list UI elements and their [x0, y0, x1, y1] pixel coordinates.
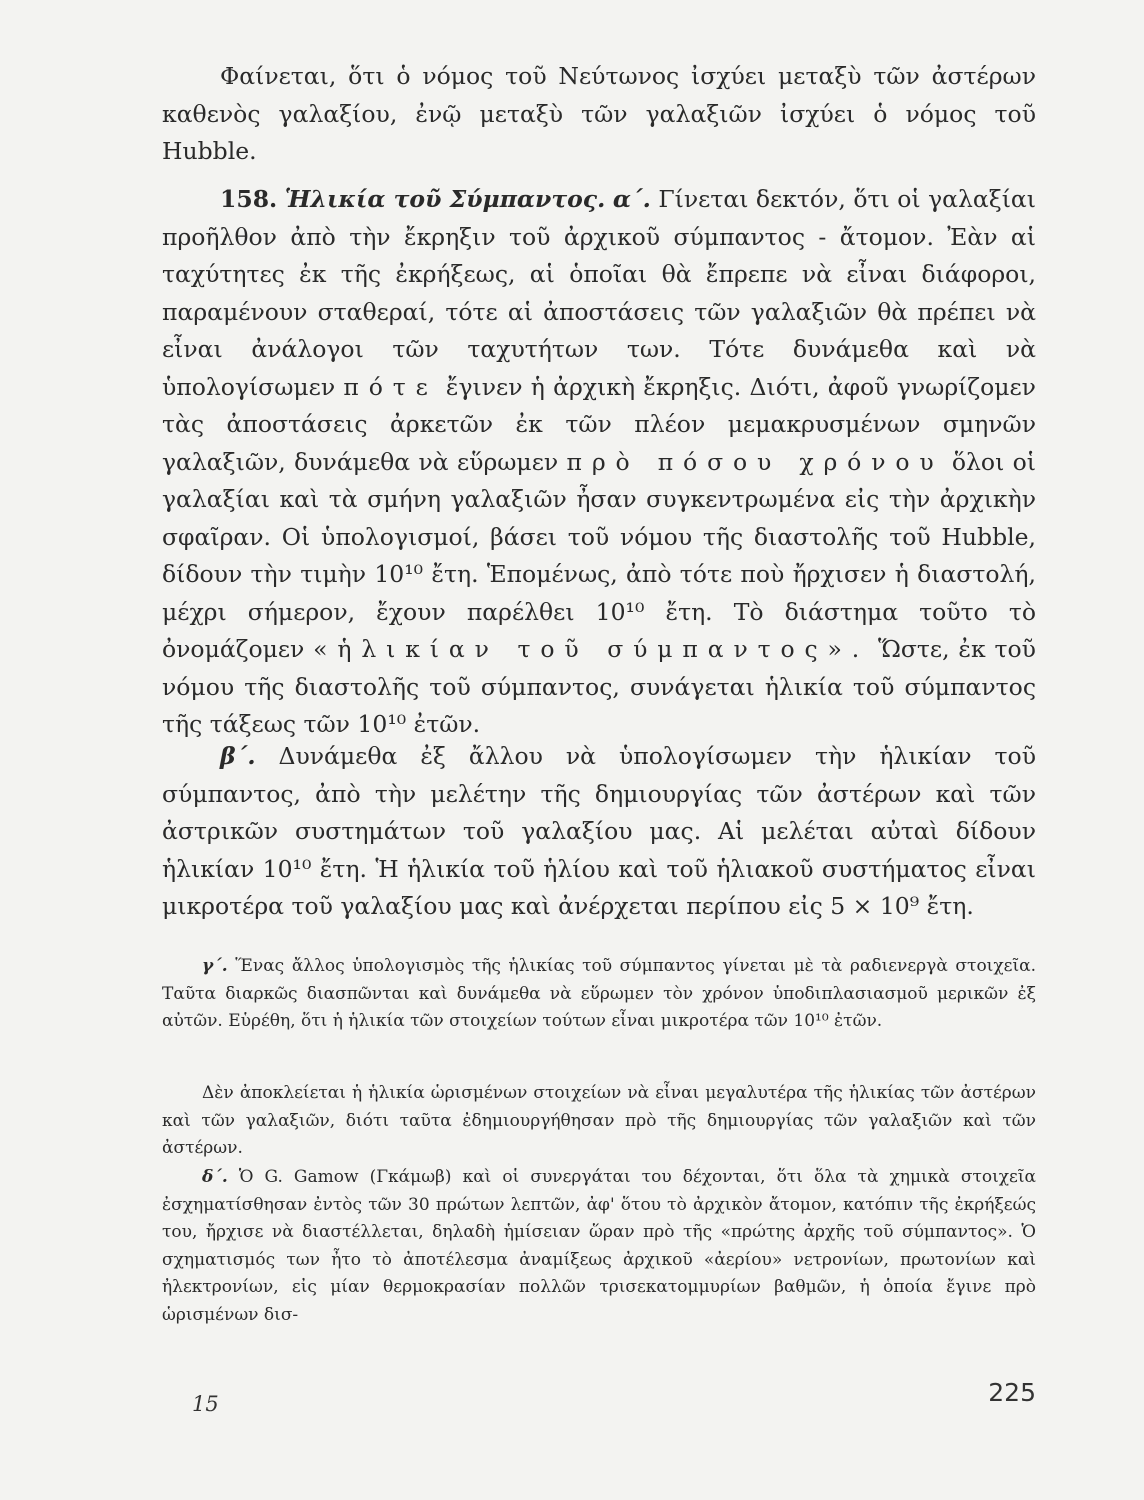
paragraph-delta: [162, 1164, 1036, 1330]
paragraph-gamma: [162, 953, 1036, 1036]
page-number: 225: [988, 1378, 1036, 1407]
subsection-letter-alpha: α΄.: [612, 185, 651, 213]
signature-mark: 15: [192, 1392, 219, 1416]
paragraph-elements-age: Δὲν ἀποκλείεται ἡ ἡλικία ὡρισμένων στοιχείων νὰ εἶναι μεγαλυτέρα τῆς ἡλικίας τῶν ἀστέρων καὶ τῶν γαλαξιῶν, διότι ταῦτα ἐδημιουργήθησαν πρὸ τῆς δημιουργίας τῶν γαλαξιῶν καὶ τῶν ἀστέρων.: [162, 1083, 1036, 1159]
paragraph-section-158: [162, 181, 1036, 744]
section-number: 158.: [220, 185, 278, 213]
subsection-letter-gamma: γ΄.: [202, 956, 228, 976]
subsection-letter-delta: δ΄.: [202, 1167, 228, 1187]
spaced-emphasis: πρὸ πόσου χρόνου: [566, 447, 944, 476]
spaced-emphasis: «ἡλικίαν τοῦ σύμπαντος».: [313, 635, 870, 663]
paragraph-text: Δυνάμεθα ἐξ ἄλλου νὰ ὑπολογίσωμεν τὴν ἡλικίαν τοῦ σύμπαντος, ἀπὸ τὴν μελέτην τῆς δημιουργίας τῶν ἀστέρων καὶ τῶν ἀστρικῶν συστημάτων τοῦ γαλαξίου μας. Αἱ μελέται αὐταὶ δίδουν ἡλικίαν 10¹⁰ ἔτη. Ἡ ἡλικία τοῦ ἡλίου καὶ τοῦ ἡλιακοῦ συστήματος εἶναι μικροτέρα τοῦ γαλαξίου μας καὶ ἀνέρχεται περίπου εἰς 5 × 10⁹ ἔτη.: [162, 742, 1036, 920]
spaced-emphasis: πότε: [343, 372, 438, 401]
paragraph-text: Ἕνας ἄλλος ὑπολογισμὸς τῆς ἡλικίας τοῦ σύμπαντος γίνεται μὲ τὰ ραδιενεργὰ στοιχεῖα. Ταῦτα διαρκῶς διασπῶνται καὶ δυνάμεθα νὰ εὕρωμεν τὸν χρόνον ὑποδιπλασιασμοῦ μερικῶν ἐξ αὐτῶν. Εὑρέθη, ὅτι ἡ ἡλικία τῶν στοιχείων τούτων εἶναι μικροτέρα τῶν 10¹⁰ ἐτῶν.: [162, 956, 1037, 1032]
paragraph-text: Ὥστε, ἐκ τοῦ νόμου τῆς διαστολῆς τοῦ σύμπαντος, συνάγεται ἡλικία τοῦ σύμπαντος τῆς τάξεως τῶν 10¹⁰ ἐτῶν.: [162, 635, 1036, 738]
subsection-letter-beta: β΄.: [220, 742, 256, 770]
paragraph-beta: [162, 738, 1036, 926]
paragraph-newton-hubble: Φαίνεται, ὅτι ὁ νόμος τοῦ Νεύτωνος ἰσχύει μεταξὺ τῶν ἀστέρων καθενὸς γαλαξίου, ἐνῷ μεταξὺ τῶν γαλαξιῶν ἰσχύει ὁ νόμος τοῦ Hubble.: [162, 62, 1036, 165]
paragraph-text: Ὁ G. Gamow (Γκάμωβ) καὶ οἱ συνεργάται του δέχονται, ὅτι ὅλα τὰ χημικὰ στοιχεῖα ἐσχηματίσθησαν ἐντὸς τῶν 30 πρώτων λεπτῶν, ἀφ' ὅτου τὸ ἀρχικὸν ἄτομον, κατόπιν τῆς ἐκρήξεώς του, ἤρχισε νὰ διαστέλλεται, δηλαδὴ ἡμίσειαν ὥραν πρὸ τῆς «πρώτης ἀρχῆς τοῦ σύμπαντος». Ὁ σχηματισμός των ἦτο τὸ ἀποτέλεσμα ἀναμίξεως ἀρχικοῦ «ἀερίου» νετρονίων, πρωτονίων καὶ ἠλεκτρονίων, εἰς μίαν θερμοκρασίαν πολλῶν τρισεκατομμυρίων βαθμῶν, ἡ ὁποία ἔγινε πρὸ ὡρισμένων δισ-: [162, 1167, 1037, 1325]
paragraph-text: Γίνεται δεκτόν, ὅτι οἱ γαλαξίαι προῆλθον ἀπὸ τὴν ἔκρηξιν τοῦ ἀρχικοῦ σύμπαντος - ἄτομον. Ἐὰν αἱ ταχύτητες ἐκ τῆς ἐκρήξεως, αἱ ὁποῖαι θὰ ἔπρεπε νὰ εἶναι διάφοροι, παραμένουν σταθεραί, τότε αἱ ἀποστάσεις τῶν γαλαξιῶν θὰ πρέπει νὰ εἶναι ἀνάλογοι τῶν ταχυτήτων των. Τότε δυνάμεθα καὶ νὰ ὑπολογίσωμεν: [162, 185, 1036, 401]
paragraph-text: ὅλοι οἱ γαλαξίαι καὶ τὰ σμήνη γαλαξιῶν ἦσαν συγκεντρωμένα εἰς τὴν ἀρχικὴν σφαῖραν. Οἱ ὑπολογισμοί, βάσει τοῦ νόμου τῆς διαστολῆς τοῦ Hubble, δίδουν τὴν τιμὴν 10¹⁰ ἔτη. Ἑπομένως, ἀπὸ τότε ποὺ ἤρχισεν ἡ διαστολή, μέχρι σήμερον, ἔχουν παρέλθει 10¹⁰ ἔτη. Τὸ διάστημα τοῦτο τὸ ὀνομάζομεν: [162, 447, 1036, 663]
section-title: Ἡλικία τοῦ Σύμπαντος.: [284, 185, 606, 213]
paragraph-text: ἔγινεν ἡ ἀρχικὴ ἔκρηξις. Διότι, ἀφοῦ γνωρίζομεν τὰς ἀποστάσεις ἀρκετῶν ἐκ τῶν πλέον μεμακρυσμένων σμηνῶν γαλαξιῶν, δυνάμεθα νὰ εὕρωμεν: [162, 372, 1036, 476]
